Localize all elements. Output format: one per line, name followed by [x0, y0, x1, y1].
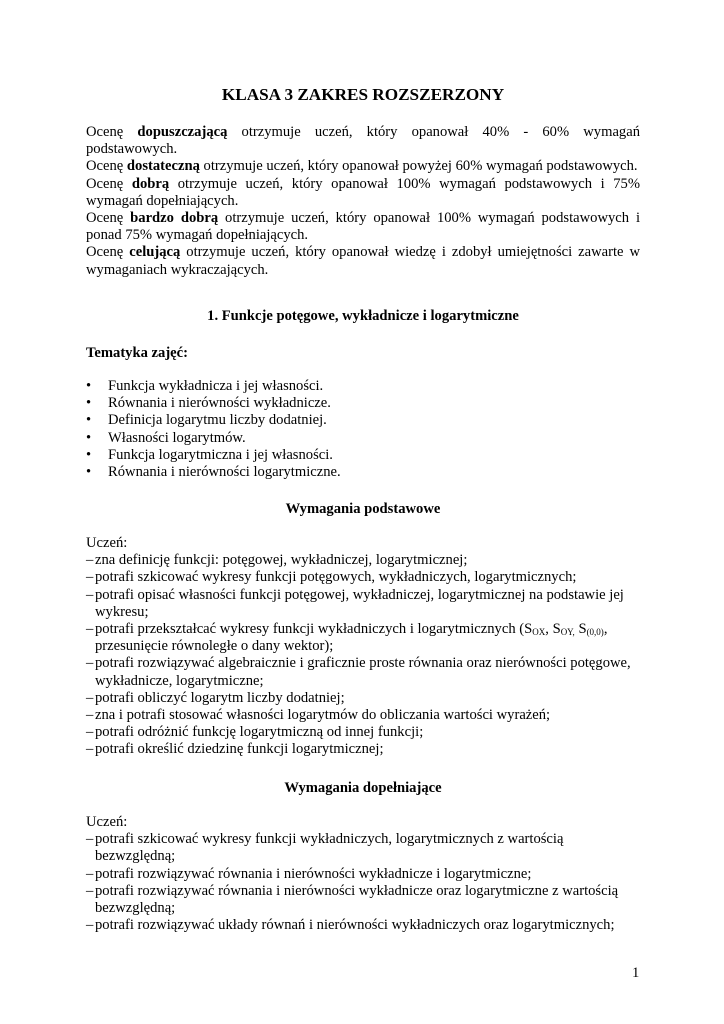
- list-item: • Definicja logarytmu liczby dodatniej.: [86, 412, 327, 429]
- dash-icon: –: [86, 882, 94, 899]
- grade-criterion: Ocenę dostateczną otrzymuje uczeń, który opanował powyżej 60% wymagań podstawowych.: [86, 158, 638, 175]
- requirement-item: – zna i potrafi stosować własności logarytmów do obliczania wartości wyrażeń;: [86, 707, 551, 724]
- bullet-icon: •: [86, 378, 92, 394]
- list-item: • Równania i nierówności wykładnicze.: [86, 395, 331, 412]
- dash-icon: –: [86, 917, 94, 934]
- requirement-item: – potrafi określić dziedzinę funkcji logarytmicznej;: [86, 741, 384, 758]
- page-number: 1: [632, 965, 640, 981]
- page-title: KLASA 3 ZAKRES ROZSZERZONY: [221, 85, 505, 104]
- requirement-item: – potrafi rozwiązywać układy równań i nierówności wykładniczych oraz logarytmicznych;: [86, 917, 615, 934]
- requirements-intro: Uczeń:: [86, 535, 128, 551]
- dash-icon: –: [86, 569, 94, 586]
- dash-icon: –: [86, 621, 94, 638]
- section-title: 1. Funkcje potęgowe, wykładnicze i logarytmiczne: [207, 308, 519, 324]
- requirement-item: – potrafi szkicować wykresy funkcji potęgowych, wykładniczych, logarytmicznych;: [86, 569, 577, 586]
- dash-icon: –: [86, 586, 94, 603]
- grade-criterion: Ocenę bardzo dobrą otrzymuje uczeń, który opanował 100% wymagań podstawowych i ponad 75% wymagań dopełniających.: [86, 210, 640, 244]
- grade-criterion: Ocenę dobrą otrzymuje uczeń, który opanował 100% wymagań podstawowych i 75% wymagań dopełniających.: [86, 175, 640, 209]
- list-item: • Równania i nierówności logarytmiczne.: [86, 464, 341, 481]
- requirement-item: – potrafi obliczyć logarytm liczby dodatniej;: [86, 689, 345, 706]
- grading-criteria: [86, 124, 640, 279]
- basic-requirements-title: Wymagania podstawowe: [285, 501, 441, 517]
- grade-criterion: Ocenę dopuszczającą otrzymuje uczeń, który opanował 40% - 60% wymagań podstawowych.: [86, 124, 640, 158]
- dash-icon: –: [86, 865, 94, 882]
- bullet-icon: •: [86, 395, 92, 412]
- dash-icon: –: [86, 689, 94, 706]
- dash-icon: –: [86, 724, 94, 741]
- bullet-icon: •: [86, 412, 92, 429]
- requirement-item: – potrafi odróżnić funkcję logarytmiczną od innej funkcji;: [86, 724, 424, 741]
- bullet-icon: •: [86, 429, 92, 446]
- extended-requirements-title: Wymagania dopełniające: [284, 780, 442, 796]
- requirement-item: – potrafi rozwiązywać algebraicznie i graficznie proste równania oraz nierówności potęgowe, wykładnicze, logarytmiczne;: [86, 655, 631, 689]
- list-item: • Funkcja logarytmiczna i jej własności.: [86, 446, 333, 463]
- requirement-item: – potrafi rozwiązywać równania i nierówności wykładnicze i logarytmiczne;: [86, 865, 532, 882]
- requirements-intro: Uczeń:: [86, 814, 128, 830]
- dash-icon: –: [86, 552, 94, 569]
- list-item: • Funkcja wykładnicza i jej własności.: [86, 378, 324, 394]
- requirement-item: – potrafi przekształcać wykresy funkcji wykładniczych i logarytmicznych ($S_{OX}$, $S_{OY,}$ $S_{(0,0)}$, przesunięcie równoległe o dany wektor);: [86, 621, 608, 655]
- basic-requirements: [86, 535, 640, 759]
- extended-requirements: [86, 814, 640, 934]
- requirement-item: – potrafi opisać własności funkcji potęgowej, wykładniczej, logarytmicznej na podstawie jej wykresu;: [86, 586, 624, 620]
- dash-icon: –: [86, 707, 94, 724]
- grade-criterion: Ocenę celującą otrzymuje uczeń, który opanował wiedzę i zdobył umiejętności zawarte w wymaganiach wykraczających.: [86, 244, 641, 278]
- requirement-item: – potrafi szkicować wykresy funkcji wykładniczych, logarytmicznych z wartością bezwzględną;: [86, 831, 564, 865]
- requirement-item: – potrafi rozwiązywać równania i nierówności wykładnicze oraz logarytmiczne z wartością bezwzględną;: [86, 882, 619, 917]
- dash-icon: –: [86, 741, 94, 758]
- dash-icon: –: [86, 655, 94, 672]
- topics-list: [86, 378, 341, 481]
- bullet-icon: •: [86, 464, 92, 481]
- requirement-item: – zna definicję funkcji: potęgowej, wykładniczej, logarytmicznej;: [86, 552, 468, 569]
- bullet-icon: •: [86, 446, 92, 463]
- topics-heading: Tematyka zajęć:: [86, 345, 188, 361]
- list-item: • Własności logarytmów.: [86, 429, 246, 446]
- dash-icon: –: [86, 831, 94, 848]
